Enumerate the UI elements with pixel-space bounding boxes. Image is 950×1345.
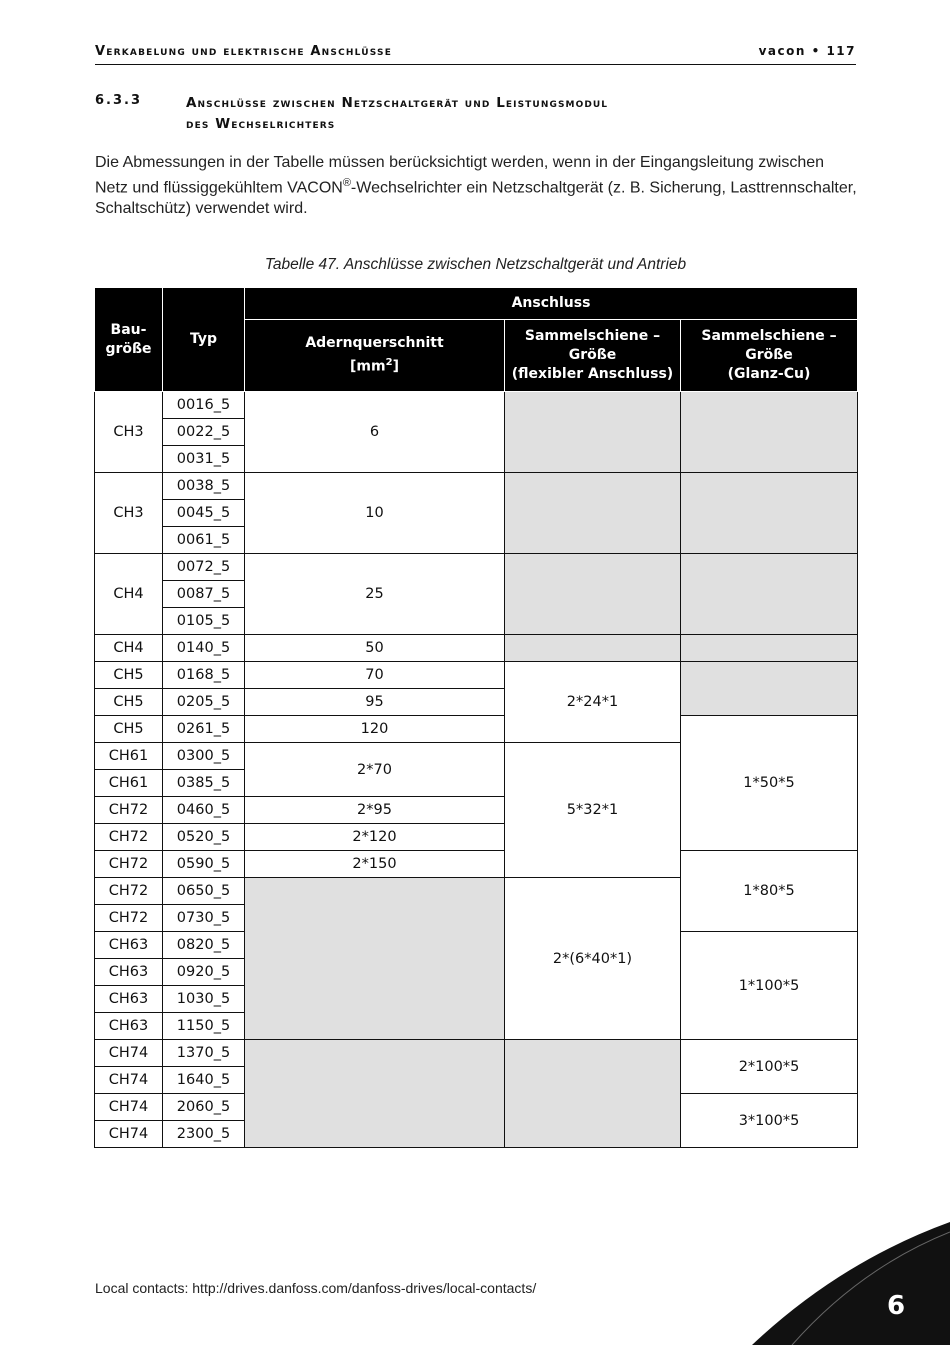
cross-section-cell: 10 (245, 473, 505, 554)
header-anschluss: Anschluss (245, 288, 858, 320)
size-cell: CH72 (95, 851, 163, 878)
type-cell: 0300_5 (163, 743, 245, 770)
footer-local-contacts: Local contacts: http://drives.danfoss.com/danfoss-drives/local-contacts/ (95, 1280, 537, 1296)
type-cell: 0730_5 (163, 905, 245, 932)
type-cell: 2300_5 (163, 1121, 245, 1148)
glanz-busbar-cell: 3*100*5 (681, 1094, 858, 1148)
header-adern-unit-close: ] (392, 358, 399, 375)
size-cell: CH5 (95, 689, 163, 716)
type-cell: 0045_5 (163, 500, 245, 527)
type-cell: 0261_5 (163, 716, 245, 743)
size-cell: CH63 (95, 1013, 163, 1040)
type-cell: 0590_5 (163, 851, 245, 878)
type-cell: 0072_5 (163, 554, 245, 581)
flex-busbar-cell: 5*32*1 (505, 743, 681, 878)
size-cell: CH4 (95, 554, 163, 635)
corner-swoosh-shape (752, 1222, 950, 1345)
header-flex-line-1: Sammelschiene – (524, 328, 661, 344)
header-glanz-line-3: (Glanz-Cu) (727, 366, 811, 382)
type-cell: 0016_5 (163, 392, 245, 419)
type-cell: 0061_5 (163, 527, 245, 554)
type-cell: 0168_5 (163, 662, 245, 689)
glanz-busbar-cell: 2*100*5 (681, 1040, 858, 1094)
size-cell: CH72 (95, 905, 163, 932)
flex-busbar-cell: 2*24*1 (505, 662, 681, 743)
cross-section-cell: 50 (245, 635, 505, 662)
size-cell: CH74 (95, 1040, 163, 1067)
cross-section-cell: 6 (245, 392, 505, 473)
size-cell: CH74 (95, 1094, 163, 1121)
type-cell: 0087_5 (163, 581, 245, 608)
type-cell: 1150_5 (163, 1013, 245, 1040)
flex-busbar-cell: 2*(6*40*1) (505, 878, 681, 1040)
section-title-line-2: des Wechselrichters (186, 116, 336, 132)
header-page-number: vacon • 117 (758, 44, 856, 58)
header-flex-line-3: (flexibler Anschluss) (511, 366, 674, 382)
paragraph-part-1: Die Abmessungen in der Tabelle müssen berücksichtigt werden, wenn in der Eingangsleitung zwischen Netz und flüssiggekühltem VACON (95, 154, 825, 197)
size-cell: CH72 (95, 878, 163, 905)
type-cell: 1370_5 (163, 1040, 245, 1067)
cross-section-cell: 2*95 (245, 797, 505, 824)
type-cell: 0105_5 (163, 608, 245, 635)
type-cell: 0038_5 (163, 473, 245, 500)
header-flex-line-2: Größe (568, 347, 617, 363)
size-cell: CH63 (95, 959, 163, 986)
size-cell: CH3 (95, 392, 163, 473)
size-cell: CH72 (95, 797, 163, 824)
size-cell: CH4 (95, 635, 163, 662)
type-cell: 0385_5 (163, 770, 245, 797)
section-number: 6.3.3 (95, 93, 143, 108)
header-adern-line-1: Adernquerschnitt (305, 335, 444, 352)
size-cell: CH63 (95, 986, 163, 1013)
cross-section-cell: 2*150 (245, 851, 505, 878)
table-caption: Tabelle 47. Anschlüsse zwischen Netzschaltgerät und Antrieb (264, 256, 687, 273)
glanz-busbar-cell: 1*50*5 (681, 716, 858, 851)
section-title-line-1: Anschlüsse zwischen Netzschaltgerät und Leistungsmodul (186, 95, 609, 111)
cross-section-cell: 70 (245, 662, 505, 689)
size-cell: CH74 (95, 1121, 163, 1148)
size-cell: CH3 (95, 473, 163, 554)
type-cell: 2060_5 (163, 1094, 245, 1121)
header-glanz-line-1: Sammelschiene – (701, 328, 837, 344)
header-glanz-line-2: Größe (745, 347, 793, 363)
type-cell: 0022_5 (163, 419, 245, 446)
cross-section-cell: 95 (245, 689, 505, 716)
type-cell: 0031_5 (163, 446, 245, 473)
chapter-number: 6 (886, 1291, 906, 1321)
type-cell: 0920_5 (163, 959, 245, 986)
type-cell: 0205_5 (163, 689, 245, 716)
header-chapter-title: Verkabelung und elektrische Anschlüsse (95, 44, 393, 59)
type-cell: 1030_5 (163, 986, 245, 1013)
header-adern-unit-sup: 2 (385, 357, 393, 369)
cross-section-cell: 25 (245, 554, 505, 635)
type-cell: 0820_5 (163, 932, 245, 959)
paragraph-part-2: -Wechselrichter ein Netzschaltgerät (z. B. Sicherung, Lasttrennschalter, Schaltschütz) verwendet wird. (95, 179, 857, 218)
glanz-busbar-cell: 1*100*5 (681, 932, 858, 1040)
header-baugroesse: Bau-größe (95, 288, 163, 392)
type-cell: 0140_5 (163, 635, 245, 662)
type-cell: 0520_5 (163, 824, 245, 851)
size-cell: CH61 (95, 743, 163, 770)
size-cell: CH5 (95, 716, 163, 743)
header-adern-unit-open: [mm (350, 358, 386, 375)
size-cell: CH72 (95, 824, 163, 851)
header-typ: Typ (163, 288, 245, 392)
cross-section-cell: 2*70 (245, 743, 505, 797)
size-cell: CH74 (95, 1067, 163, 1094)
size-cell: CH63 (95, 932, 163, 959)
registered-mark: ® (342, 177, 351, 189)
cross-section-cell: 120 (245, 716, 505, 743)
cross-section-cell: 2*120 (245, 824, 505, 851)
size-cell: CH5 (95, 662, 163, 689)
glanz-busbar-cell: 1*80*5 (681, 851, 858, 932)
type-cell: 0650_5 (163, 878, 245, 905)
type-cell: 0460_5 (163, 797, 245, 824)
size-cell: CH61 (95, 770, 163, 797)
type-cell: 1640_5 (163, 1067, 245, 1094)
